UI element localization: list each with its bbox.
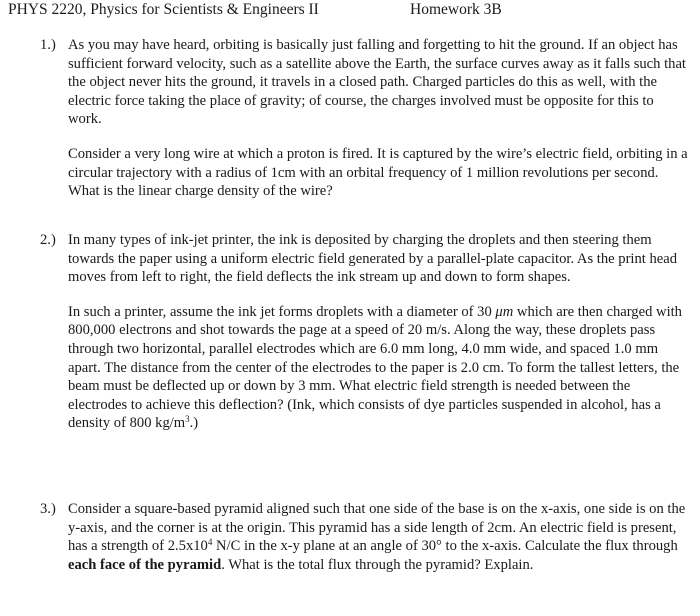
problem-paragraph: Consider a very long wire at which a proton is fired. It is captured by the wire’s electric field, orbiting in a circular trajectory with a radius of 1cm with an orbital frequency of 1 million revolutions per second. What is the linear charge density of the wire? bbox=[68, 145, 688, 200]
text-segment: .) bbox=[189, 415, 199, 432]
text-segment: In such a printer, assume the ink jet forms droplets with a diameter of 30 bbox=[68, 303, 496, 320]
problem-number: 1.) bbox=[40, 37, 56, 53]
page-header bbox=[8, 0, 502, 20]
problem-paragraph bbox=[68, 303, 688, 433]
emphasis-text: each face of the pyramid bbox=[68, 556, 222, 573]
problem-2 bbox=[40, 231, 688, 433]
problem-number: 3.) bbox=[40, 501, 56, 517]
problem-1 bbox=[40, 36, 688, 201]
text-segment: . What is the total flux through the pyramid? Explain. bbox=[221, 556, 534, 573]
assignment-title: Homework 3B bbox=[410, 1, 502, 18]
text-segment: which are then charged with 800,000 electrons and shot towards the page at a speed of 20 m/s. Along the way, these droplets pass through two horizontal, parallel electrodes which are 6.0 mm long, 4.0 mm wide, and spaced 1.0 mm apart. The distance from the center of the electrodes to the paper is 2.0 cm. To form the tallest letters, the beam must be deflected up or down by 3 mm. What electric field strength is needed between the electrodes to achieve this deflection? (Ink, which consists of dye particles suspended in alcohol, has a density of 800 kg/m bbox=[68, 303, 682, 432]
problem-paragraph: In many types of ink-jet printer, the ink is deposited by charging the droplets and then steering them towards the paper using a uniform electric field generated by a parallel-plate capacitor. As the print head moves from left to right, the field deflects the ink stream up and down to form shapes. bbox=[68, 232, 678, 286]
exponent: 3 bbox=[185, 414, 190, 425]
micro-unit: μm bbox=[495, 303, 514, 320]
text-segment: N/C in the x-y plane at an angle of 30° to the x-axis. Calculate the flux through bbox=[212, 538, 678, 555]
exponent: 4 bbox=[207, 537, 213, 548]
problem-paragraph bbox=[68, 500, 688, 574]
problem-paragraph: As you may have heard, orbiting is basically just falling and forgetting to hit the ground. If an object has sufficient forward velocity, such as a satellite above the Earth, the surface curves away as it falls such that the object never hits the ground, it travels in a closed path. Charged particles do this as well, with the electric force taking the place of gravity; of course, the charges involved must be opposite for this to work. bbox=[68, 37, 686, 128]
problem-number: 2.) bbox=[40, 232, 56, 248]
text-segment: Consider a square-based pyramid aligned such that one side of the base is on the x-axis, one side is on the y-axis, and the corner is at the origin. This pyramid has a side length of 2cm. An electric field is present, has a strength of 2.5x10 bbox=[68, 501, 686, 555]
course-title: PHYS 2220, Physics for Scientists & Engineers II bbox=[8, 1, 319, 18]
problem-3 bbox=[40, 500, 688, 574]
